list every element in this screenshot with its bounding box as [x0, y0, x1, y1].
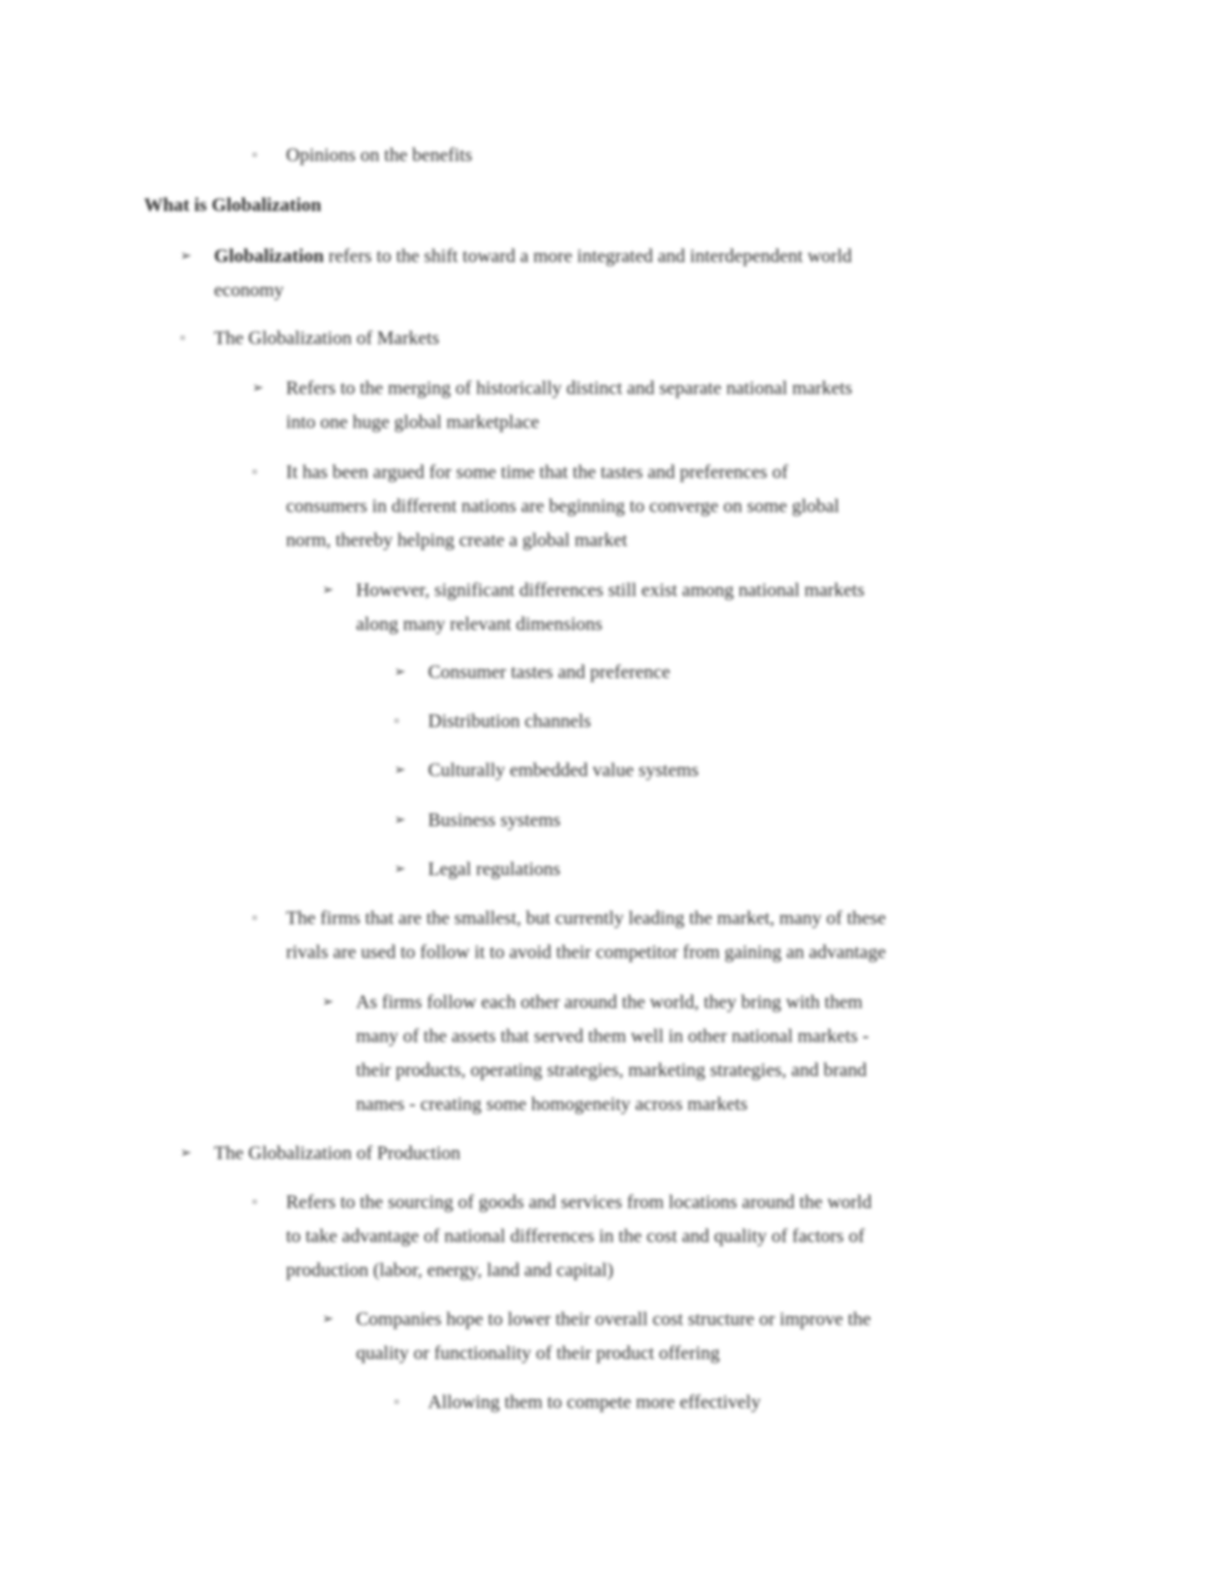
list-item-text: It has been argued for some time that the tastes and preferences of	[286, 462, 788, 483]
bullet-marker: ➢	[394, 862, 406, 877]
list-item-text: consumers in different nations are beginning to converge on some global	[286, 496, 840, 517]
list-item-text: their products, operating strategies, marketing strategies, and brand	[356, 1060, 867, 1081]
list-item-text: to take advantage of national differences in the cost and quality of factors of	[286, 1226, 865, 1247]
bullet-marker: ➢	[394, 665, 406, 680]
list-item-text: Distribution channels	[428, 711, 592, 732]
list-item-text: Refers to the sourcing of goods and services from locations around the world	[286, 1192, 872, 1213]
bullet-marker: ➢	[394, 763, 406, 778]
list-item-text	[214, 240, 852, 274]
list-item-text: Legal regulations	[428, 859, 561, 880]
bullet-marker: ➢	[322, 1312, 334, 1327]
list-item-text: The Globalization of Markets	[214, 328, 440, 349]
list-item-text: Opinions on the benefits	[286, 145, 473, 166]
bullet-marker: ▫	[394, 1395, 399, 1410]
list-item-text: names - creating some homogeneity across markets	[356, 1094, 748, 1115]
section-heading: What is Globalization	[144, 195, 322, 216]
bullet-marker: ▫	[394, 714, 399, 729]
bullet-marker: ▫	[252, 148, 257, 163]
list-item-text: Business systems	[428, 810, 561, 831]
list-item-text: As firms follow each other around the world, they bring with them	[356, 992, 863, 1013]
list-item-text: Culturally embedded value systems	[428, 760, 699, 781]
list-item-text: Consumer tastes and preference	[428, 662, 671, 683]
term-globalization: Globalization	[214, 246, 324, 267]
list-item-text: Companies hope to lower their overall cost structure or improve the	[356, 1309, 871, 1330]
definition-text: refers to the shift toward a more integrated and interdependent world	[323, 246, 852, 267]
list-item-text: economy	[214, 280, 284, 301]
bullet-marker: ▫	[252, 1195, 257, 1210]
list-item-text: The firms that are the smallest, but currently leading the market, many of these	[286, 908, 886, 929]
list-item-text: production (labor, energy, land and capital)	[286, 1260, 614, 1281]
list-item-text: The Globalization of Production	[214, 1143, 461, 1164]
bullet-marker: ▫	[252, 911, 257, 926]
list-item-text: into one huge global marketplace	[286, 412, 540, 433]
bullet-marker: ➢	[180, 1146, 192, 1161]
bullet-marker: ➢	[322, 995, 334, 1010]
list-item-text: However, significant differences still exist among national markets	[356, 580, 865, 601]
bullet-marker: ▫	[180, 331, 185, 346]
list-item-text: many of the assets that served them well in other national markets -	[356, 1026, 869, 1047]
bullet-marker: ▫	[252, 465, 257, 480]
list-item-text: Refers to the merging of historically distinct and separate national markets	[286, 378, 853, 399]
list-item-text: quality or functionality of their product offering	[356, 1343, 720, 1364]
bullet-marker: ➢	[394, 813, 406, 828]
bullet-marker: ➢	[322, 583, 334, 598]
list-item-text: Allowing them to compete more effectively	[428, 1392, 761, 1413]
list-item-text: along many relevant dimensions	[356, 614, 603, 635]
bullet-marker: ➢	[252, 381, 264, 396]
list-item-text: rivals are used to follow it to avoid their competitor from gaining an advantage	[286, 942, 886, 963]
list-item-text: norm, thereby helping create a global market	[286, 530, 628, 551]
bullet-marker: ➢	[180, 249, 192, 264]
